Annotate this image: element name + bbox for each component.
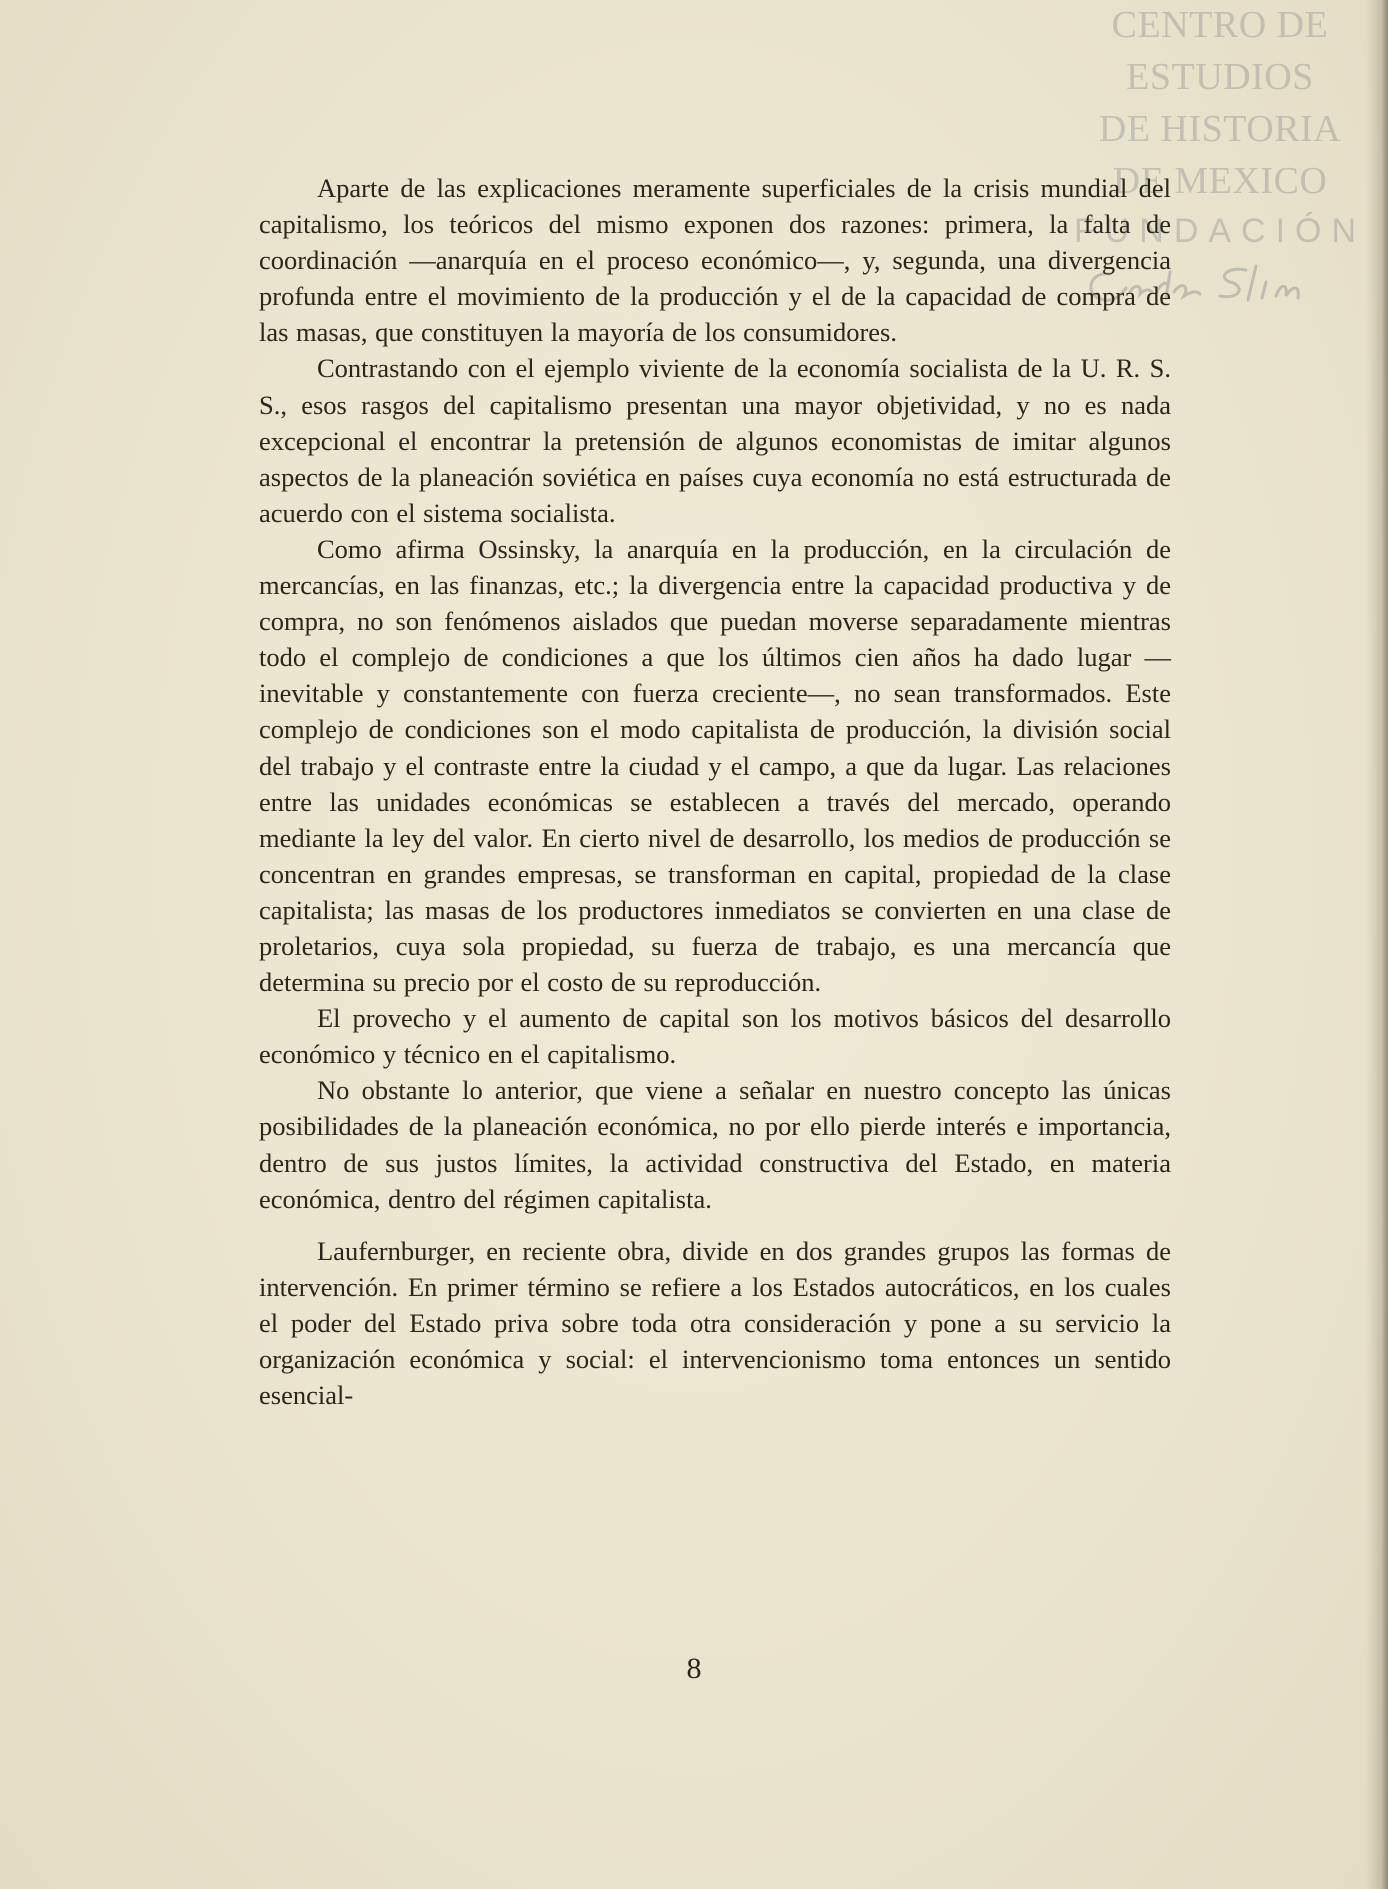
watermark-line-1: CENTRO DE <box>1111 4 1329 46</box>
watermark-line-3: DE HISTORIA <box>1098 108 1342 150</box>
watermark-line-4: DE MEXICO <box>1112 160 1328 202</box>
watermark-line-2: ESTUDIOS <box>1126 56 1314 98</box>
paragraph-1: Aparte de las explicaciones meramente superficiales de la crisis mundial del capitalismo, los teóricos del mismo exponen dos razones: primera, la falta de coordinación —anarquía en el proceso económico—, y, segunda, una divergencia profunda entre el movimiento de la producción y el de la capacidad de compra de las masas, que constituyen la mayoría de los consumidores. <box>259 173 1171 348</box>
page-number: 8 <box>686 1652 702 1685</box>
paragraph-2: Contrastando con el ejemplo viviente de la economía socialista de la U. R. S. S., esos rasgos del capitalismo presentan una mayor objetividad, y no es nada excepcional el encontrar la pretensión de algunos economistas de imitar algunos aspectos de la planeación soviética en países cuya economía no está estructurada de acuerdo con el sistema socialista. <box>259 353 1171 528</box>
paragraph-3: Como afirma Ossinsky, la anarquía en la producción, en la circulación de mercancías, en las finanzas, etc.; la divergencia entre la capacidad productiva y de compra, no son fenómenos aislados que puedan moverse separadamente mientras todo el complejo de condiciones a que los últimos cien años ha dado lugar —inevitable y constantemente con fuerza creciente—, no sean transformados. Este complejo de condiciones son el modo capitalista de producción, la división social del trabajo y el contraste entre la ciudad y el campo, a que da lugar. Las relaciones entre las unidades económicas se establecen a través del mercado, operando mediante la ley del valor. En cierto nivel de desarrollo, los medios de producción se concentran en grandes empresas, se transforman en capital, propiedad de la clase capitalista; las masas de los productores inmediatos se convierten en una clase de proletarios, cuya sola propiedad, su fuerza de trabajo, es una mercancía que determina su precio por el costo de su reproducción. <box>259 533 1171 998</box>
paragraph-5: No obstante lo anterior, que viene a señalar en nuestro concepto las únicas posibilidades de la planeación económica, no por ello pierde interés e importancia, dentro de sus justos límites, la actividad constructiva del Estado, en materia económica, dentro del régimen capitalista. <box>259 1075 1171 1214</box>
watermark-foundation: FUNDACIÓN <box>1073 212 1367 250</box>
paragraph-4: El provecho y el aumento de capital son los motivos básicos del desarrollo económico y técnico en el capitalismo. <box>259 1003 1171 1070</box>
paragraph-6: Laufernburger, en reciente obra, divide en dos grandes grupos las formas de intervención. En primer término se refiere a los Estados autocráticos, en los cuales el poder del Estado priva sobre toda otra consideración y pone a su servicio la organización económica y social: el intervencionismo toma entonces un sentido esencial- <box>259 1235 1171 1411</box>
body-text <box>259 170 1171 1413</box>
